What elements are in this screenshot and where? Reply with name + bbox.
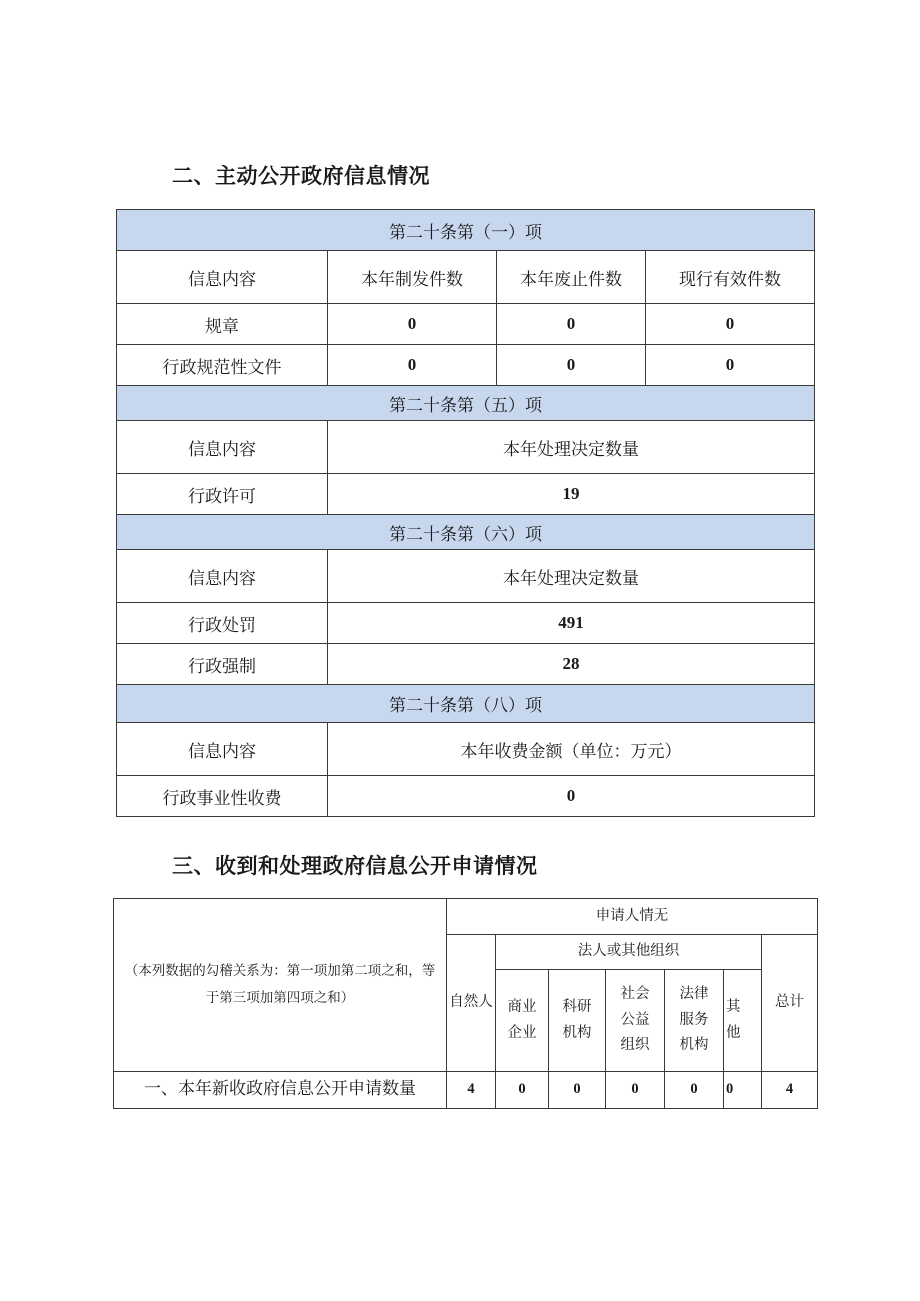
row-label: 一、本年新收政府信息公开申请数量 — [114, 1072, 447, 1109]
application-table — [113, 898, 818, 1109]
art1-header: 第二十条第（一）项 — [117, 210, 815, 251]
row-label: 行政处罚 — [117, 603, 328, 644]
table-row — [117, 776, 815, 817]
applicant-header: 申请人情无 — [447, 899, 818, 935]
row-label: 行政许可 — [117, 474, 328, 515]
col-fee-amount: 本年收费金额（单位：万元） — [328, 723, 815, 776]
table-row — [117, 345, 815, 386]
cell-value: 0 — [328, 776, 815, 817]
cell-value: 4 — [762, 1072, 818, 1109]
cell-value: 0 — [497, 345, 646, 386]
row-label: 规章 — [117, 304, 328, 345]
cell-value: 0 — [606, 1072, 665, 1109]
art5-header: 第二十条第（五）项 — [117, 386, 815, 421]
art1-header-row — [117, 210, 815, 251]
cell-value: 28 — [328, 644, 815, 685]
cell-value: 0 — [665, 1072, 724, 1109]
col-decision-count: 本年处理决定数量 — [328, 421, 815, 474]
section2-title: 二、主动公开政府信息情况 — [172, 164, 430, 188]
cell-value: 4 — [447, 1072, 496, 1109]
header-row-1 — [114, 899, 818, 935]
art5-header-row — [117, 386, 815, 421]
cell-value: 0 — [549, 1072, 606, 1109]
col-natural-person: 自然人 — [447, 935, 496, 1072]
row-label: 行政事业性收费 — [117, 776, 328, 817]
art5-column-row — [117, 421, 815, 474]
art1-column-row — [117, 251, 815, 304]
cell-value: 19 — [328, 474, 815, 515]
cell-value: 0 — [328, 345, 497, 386]
table-row — [117, 304, 815, 345]
art8-column-row — [117, 723, 815, 776]
col-legal-service-org: 法律服务机构 — [665, 970, 724, 1072]
art6-header: 第二十条第（六）项 — [117, 515, 815, 550]
consistency-note: （本列数据的勾稽关系为：第一项加第二项之和，等于第三项加第四项之和） — [114, 899, 447, 1072]
table-row — [117, 644, 815, 685]
cell-value: 0 — [496, 1072, 549, 1109]
col-repealed-count: 本年废止件数 — [497, 251, 646, 304]
legal-entity-header: 法人或其他组织 — [496, 935, 762, 970]
cell-value: 0 — [646, 345, 815, 386]
col-info-content: 信息内容 — [117, 550, 328, 603]
cell-value: 0 — [328, 304, 497, 345]
col-info-content: 信息内容 — [117, 421, 328, 474]
table-row — [114, 1072, 818, 1109]
row-label: 行政强制 — [117, 644, 328, 685]
art8-header: 第二十条第（八）项 — [117, 685, 815, 723]
cell-value: 0 — [646, 304, 815, 345]
art6-header-row — [117, 515, 815, 550]
cell-value: 0 — [497, 304, 646, 345]
col-issued-count: 本年制发件数 — [328, 251, 497, 304]
cell-value: 0 — [724, 1072, 762, 1109]
section3-title: 三、收到和处理政府信息公开申请情况 — [172, 854, 538, 878]
art6-column-row — [117, 550, 815, 603]
table-row — [117, 603, 815, 644]
col-other: 其他 — [724, 970, 762, 1072]
col-commercial-enterprise: 商业企业 — [496, 970, 549, 1072]
row-label: 行政规范性文件 — [117, 345, 328, 386]
proactive-disclosure-table — [116, 209, 815, 817]
col-total: 总计 — [762, 935, 818, 1072]
col-decision-count: 本年处理决定数量 — [328, 550, 815, 603]
col-public-welfare-org: 社会公益组织 — [606, 970, 665, 1072]
col-info-content: 信息内容 — [117, 251, 328, 304]
col-valid-count: 现行有效件数 — [646, 251, 815, 304]
table-row — [117, 474, 815, 515]
col-research-institution: 科研机构 — [549, 970, 606, 1072]
cell-value: 491 — [328, 603, 815, 644]
art8-header-row — [117, 685, 815, 723]
col-info-content: 信息内容 — [117, 723, 328, 776]
